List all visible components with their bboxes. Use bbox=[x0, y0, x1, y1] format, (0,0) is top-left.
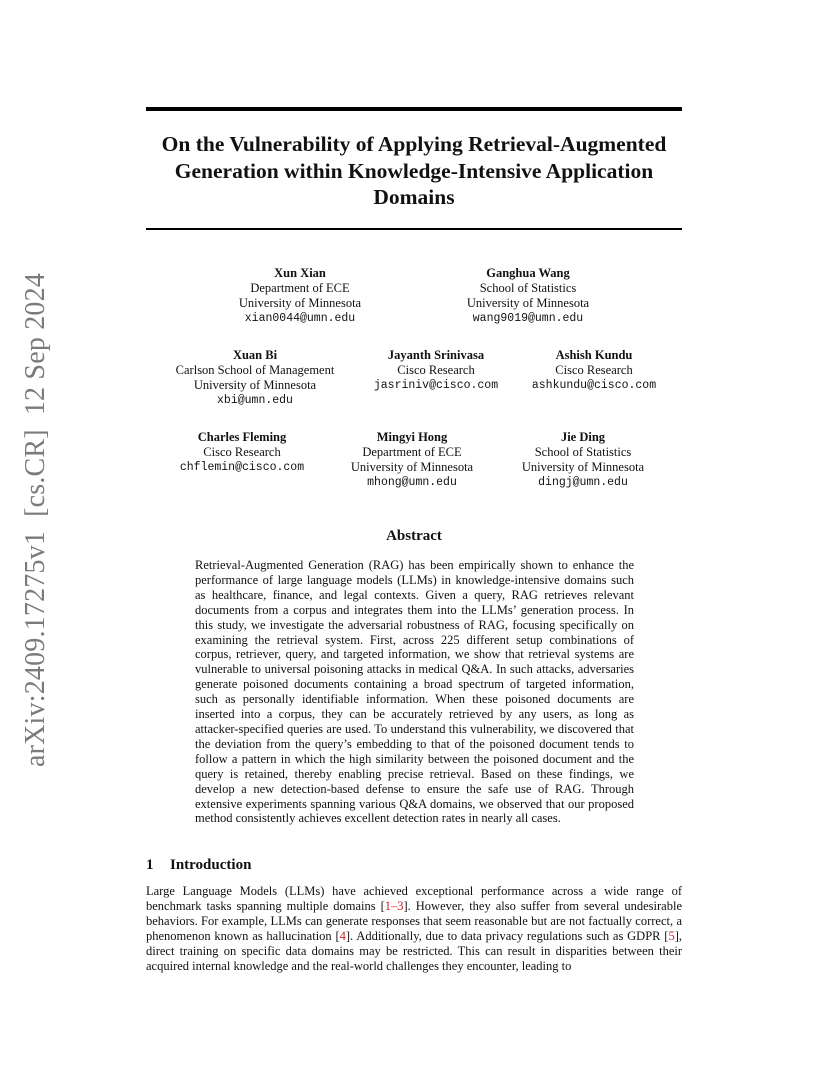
citation-link[interactable]: 1 bbox=[384, 899, 392, 914]
author-name: Mingyi Hong bbox=[376, 430, 448, 444]
intro-text: ]. Additionally, due to data privacy regulations such as GDPR [ bbox=[345, 929, 669, 944]
author-name: Jie Ding bbox=[560, 430, 606, 444]
author-email[interactable]: dingj@umn.edu bbox=[538, 476, 628, 489]
author-name: Ganghua Wang bbox=[486, 266, 570, 280]
author-affiliation: Cisco Research bbox=[397, 363, 475, 377]
author-name: Charles Fleming bbox=[197, 430, 287, 444]
section-heading bbox=[146, 857, 251, 874]
abstract-text: Retrieval-Augmented Generation (RAG) has been empirically shown to enhance the performance of large language models (LLMs) in knowledge-intensive domains such as healthcare, finance, and legal contexts. Given a query, RAG retrieves relevant documents from a corpus and integrates them into the LLMs’ generation process. In this study, we investigate the adversarial robustness of RAG, focusing specifically on examining the retrieval system. First, across 225 different setup combinations of corpus, retriever, query, and targeted information, we show that retrieval systems are vulnerable to universal poisoning attacks in medical Q&A. In such attacks, adversaries generate poisoned documents containing a broad spectrum of targeted information, such as personally identifiable information. When these poisoned documents are inserted into a corpus, they can be accurately retrieved by any users, as long as attacker-specified queries are used. To understand this vulnerability, we discovered that the deviation from the query’s embedding to that of the poisoned document tends to follow a pattern in which the high similarity between the poisoned document and the query is retained, thereby enabling precise retrieval. Based on these findings, we develop a new detection-based defense to ensure the safe use of RAG. Through extensive experiments spanning various Q&A domains, we observed that our proposed method consistently achieves excellent detection rates in nearly all cases. bbox=[195, 558, 634, 826]
arxiv-date: 12 Sep 2024 bbox=[20, 272, 51, 416]
paper-title: On the Vulnerability of Applying Retrieval-Augmented Generation within Knowledge-Intensive Application Domains bbox=[161, 132, 667, 209]
author-block bbox=[463, 430, 703, 490]
citation-link[interactable]: 5 bbox=[668, 929, 675, 944]
author-name: Xun Xian bbox=[274, 266, 326, 280]
author-email[interactable]: xbi@umn.edu bbox=[217, 394, 293, 407]
author-name: Xuan Bi bbox=[232, 348, 278, 362]
author-institution: University of Minnesota bbox=[466, 296, 590, 310]
citation-dash: – bbox=[391, 899, 398, 914]
author-institution: University of Minnesota bbox=[350, 460, 474, 474]
abstract-heading: Abstract bbox=[386, 528, 442, 544]
author-affiliation: Carlson School of Management bbox=[175, 363, 335, 377]
author-name: Jayanth Srinivasa bbox=[387, 348, 485, 362]
citation-link[interactable]: 4 bbox=[339, 929, 346, 944]
section-number: 1 bbox=[146, 857, 154, 873]
arxiv-id: arXiv:2409.17275v1 bbox=[20, 530, 51, 768]
author-affiliation: Cisco Research bbox=[203, 445, 281, 459]
author-email[interactable]: ashkundu@cisco.com bbox=[531, 379, 657, 392]
introduction-paragraph bbox=[146, 884, 682, 975]
author-name: Ashish Kundu bbox=[555, 348, 633, 362]
intro-text: ]. However, they also suffer from several undesirable behaviors. For example, LLMs can generate responses that seem reasonable but are not factually correct, a phenomenon known as hallucination [ bbox=[146, 899, 682, 944]
author-institution: University of Minnesota bbox=[193, 378, 317, 392]
author-affiliation: Department of ECE bbox=[362, 445, 462, 459]
author-block bbox=[180, 266, 420, 326]
author-email[interactable]: wang9019@umn.edu bbox=[472, 312, 584, 325]
author-email[interactable]: chflemin@cisco.com bbox=[179, 461, 305, 474]
author-affiliation: Department of ECE bbox=[250, 281, 350, 295]
author-affiliation: School of Statistics bbox=[479, 281, 577, 295]
intro-text: ], direct training on specific data domains may be restricted. This can result in disparities between their acquired internal knowledge and the real-world challenges they encounter, leading to bbox=[146, 929, 682, 974]
title-bottom-rule bbox=[146, 228, 682, 230]
author-affiliation: School of Statistics bbox=[534, 445, 632, 459]
intro-text: Large Language Models (LLMs) have achieved exceptional performance across a wide range of benchmark tasks spanning multiple domains [ bbox=[146, 884, 682, 914]
arxiv-identifier-stamp bbox=[20, 273, 52, 767]
arxiv-category: [cs.CR] bbox=[20, 429, 51, 517]
title-top-rule bbox=[146, 107, 682, 111]
author-institution: University of Minnesota bbox=[521, 460, 645, 474]
author-block bbox=[474, 348, 714, 393]
author-affiliation: Cisco Research bbox=[555, 363, 633, 377]
citation-link[interactable]: 3 bbox=[397, 899, 404, 914]
section-title: Introduction bbox=[170, 857, 252, 873]
author-email[interactable]: xian0044@umn.edu bbox=[244, 312, 356, 325]
author-block bbox=[408, 266, 648, 326]
author-institution: University of Minnesota bbox=[238, 296, 362, 310]
author-email[interactable]: mhong@umn.edu bbox=[367, 476, 457, 489]
author-email[interactable]: jasriniv@cisco.com bbox=[373, 379, 499, 392]
